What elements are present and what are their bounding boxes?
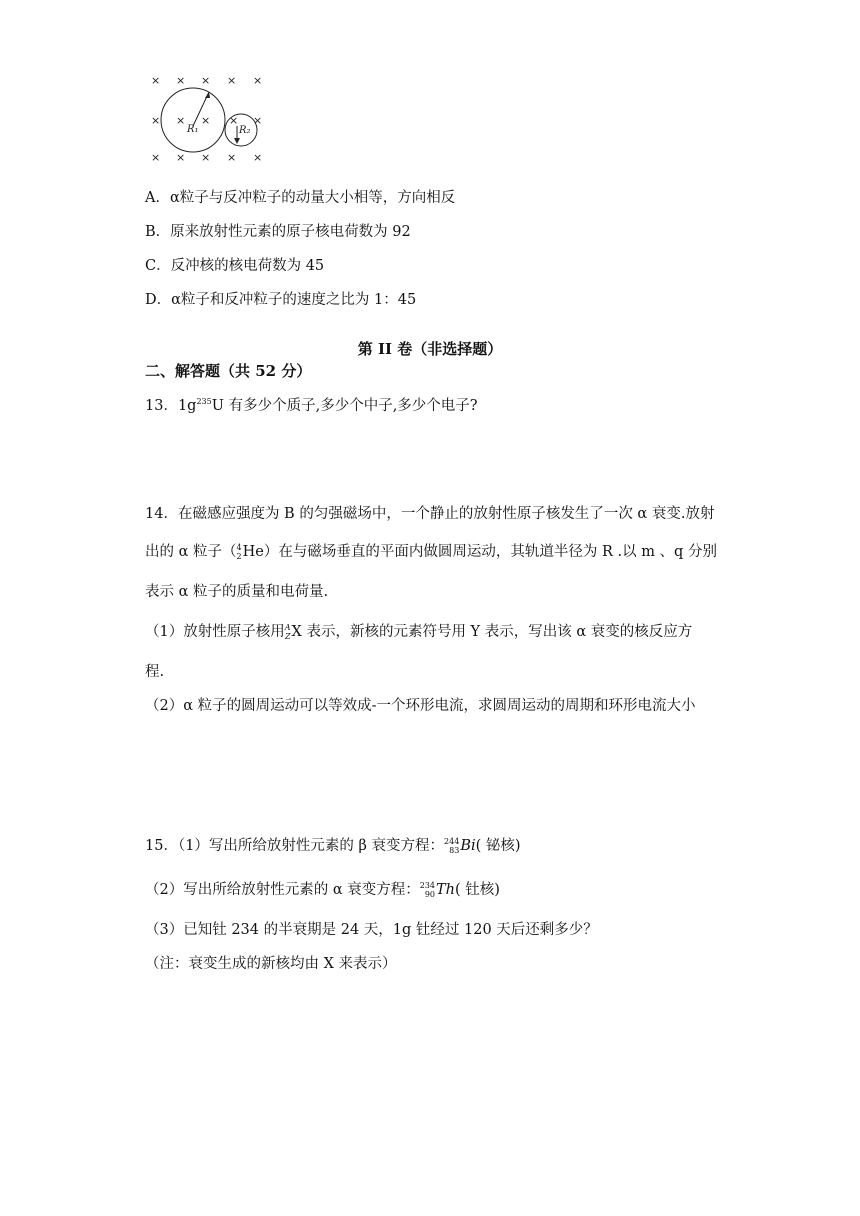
q14-part-1 [145,620,692,641]
q15-part-1a: 15．（1）写出所给放射性元素的 β 衰变方程： [145,838,445,854]
field-cross: × [253,74,263,87]
he-symbol: He [242,544,264,560]
field-cross: × [201,114,211,127]
x-symbol: X [291,624,302,640]
q15-note: （注：衰变生成的新核均由 X 来表示） [145,956,397,972]
bi-nuclide-numbers [444,837,459,855]
field-cross: × [176,114,186,127]
q13-mass-number: 235 [196,397,212,407]
q15-part-2 [145,878,500,899]
q13-text: 有多少个质子,多少个中子,多少个电子? [223,398,478,414]
q15-part-3: （3）已知钍 234 的半衰期是 24 天，1g 钍经过 120 天后还剩多少？ [145,922,598,938]
option-d: D．α粒子和反冲粒子的速度之比为 1：45 [145,292,417,308]
he-atomic-number: 2 [236,552,242,561]
section-heading: 二、解答题（共 52 分） [145,362,312,380]
option-a: A．α粒子与反冲粒子的动量大小相等，方向相反 [145,190,456,206]
he-nuclide-numbers [237,543,242,561]
q15-part-1 [145,834,521,855]
field-cross: × [253,151,263,164]
th-symbol: Th [436,882,456,898]
q14-line-2a: 出的 α 粒子（ [145,544,237,560]
label-r2: R₂ [239,125,251,136]
th-mass-number: 234 [419,881,436,890]
bi-symbol: Bi [460,838,476,854]
q14-part-1a: （1）放射性原子核用 [145,624,285,640]
th-atomic-number: 90 [424,890,436,899]
option-c: C．反冲核的核电荷数为 45 [145,258,325,274]
q14-part-2: （2）α 粒子的圆周运动可以等效成-一个环形电流，求圆周运动的周期和环形电流大小 [145,698,696,714]
field-cross: × [176,151,186,164]
q15-part-2b: ( 钍核) [455,882,500,898]
q13-number: 13．1g [145,398,197,414]
field-cross: × [227,74,237,87]
q13-element: U [211,398,224,414]
x-nuclide-numbers [285,623,291,641]
orbit-r1 [161,88,225,152]
magnetic-field-figure [145,68,270,168]
option-b: B．原来放射性元素的原子核电荷数为 92 [145,224,411,240]
field-cross: × [151,114,161,127]
q15-part-2a: （2）写出所给放射性元素的 α 衰变方程： [145,882,420,898]
question-13 [145,394,478,415]
section-title: 第 II 卷（非选择题） [357,340,503,358]
th-nuclide-numbers [420,881,435,899]
field-cross: × [227,151,237,164]
field-cross: × [201,74,211,87]
q14-line-3: 表示 α 粒子的质量和电荷量. [145,584,329,600]
field-cross: × [151,74,161,87]
q14-line-2 [145,540,717,561]
field-cross: × [176,74,186,87]
q14-part-1b: 表示，新核的元素符号用 Y 表示，写出该 α 衰变的核反应方 [301,624,693,640]
q15-part-1b: ( 铋核) [475,838,521,854]
label-r1: R₁ [187,124,199,135]
he-mass-number: 4 [236,543,242,552]
field-cross: × [201,151,211,164]
q14-line-1: 14．在磁感应强度为 B 的匀强磁场中，一个静止的放射性原子核发生了一次 α 衰变.放射 [145,506,715,522]
x-atomic-number: Z [284,632,291,641]
q14-line-2b: ）在与磁场垂直的平面内做圆周运动，其轨道半径为 R .以 m 、q 分别 [263,544,717,560]
field-cross: × [229,114,239,127]
bi-atomic-number: 83 [449,846,460,855]
q14-part-1-cont: 程. [145,664,165,680]
field-cross: × [151,151,161,164]
bi-mass-number: 244 [444,837,460,846]
x-mass-number: A [284,623,291,632]
field-cross: × [253,114,263,127]
